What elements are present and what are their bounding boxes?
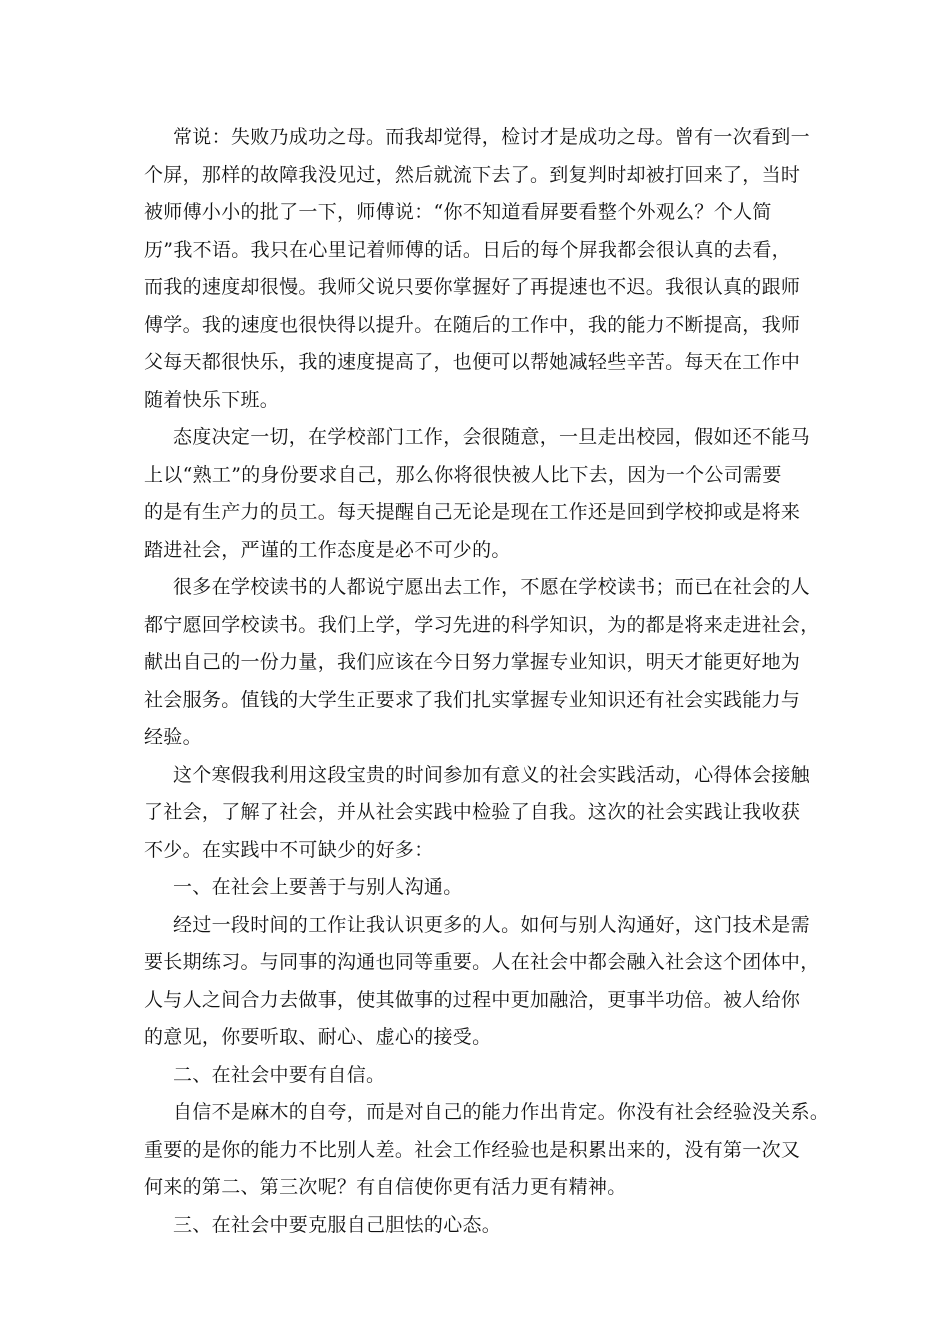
paragraph-school-vs-work xyxy=(144,569,820,757)
text-line: 态度决定一切，在学校部门工作，会很随意，一旦走出校园，假如还不能马 xyxy=(173,426,810,448)
text-line: 的是有生产力的员工。每天提醒自己无论是现在工作还是回到学校抑或是将来 xyxy=(144,501,801,523)
text-line: 很多在学校读书的人都说宁愿出去工作，不愿在学校读书；而已在社会的人 xyxy=(173,576,810,598)
paragraph-confidence xyxy=(144,1094,830,1207)
text-line: 不少。在实践中不可缺少的好多： xyxy=(144,838,434,861)
text-line: 重要的是你的能力不比别人差。社会工作经验也是积累出来的，没有第一次又 xyxy=(144,1138,801,1161)
text-line: 都宁愿回学校读书。我们上学，学习先进的科学知识，为的都是将来走进社会， xyxy=(144,613,820,636)
text-line: 踏进社会，严谨的工作态度是必不可少的。 xyxy=(144,538,511,561)
text-line: 上以“熟工”的身份要求自己，那么你将很快被人比下去，因为一个公司需要 xyxy=(144,463,782,486)
text-line: 经验。 xyxy=(144,726,202,748)
text-line: 这个寒假我利用这段宝贵的时间参加有意义的社会实践活动，心得体会接触 xyxy=(173,763,810,786)
text-line: 随着快乐下班。 xyxy=(144,388,280,411)
text-line: 的意见，你要听取、耐心、虚心的接受。 xyxy=(144,1026,492,1048)
text-line: 三、在社会中要克服自己胆怯的心态。 xyxy=(173,1213,502,1236)
document-body xyxy=(144,119,830,1244)
text-line: 一、在社会上要善于与别人沟通。 xyxy=(173,876,463,898)
text-line: 个屏，那样的故障我没见过，然后就流下去了。到复判时却被打回来了，当时 xyxy=(144,163,801,186)
paragraph-winter-break xyxy=(144,757,814,870)
paragraph-failure-mother xyxy=(144,119,814,419)
paragraph-communication xyxy=(144,907,820,1057)
text-line: 二、在社会中要有自信。 xyxy=(173,1063,386,1086)
section-heading-timidity xyxy=(144,1207,814,1245)
text-line: 被师傅小小的批了一下，师傅说：“你不知道看屏要看整个外观么？个人简 xyxy=(144,201,772,223)
text-line: 自信不是麻木的自夸，而是对自己的能力作出肯定。你没有社会经验没关系。 xyxy=(173,1101,830,1123)
text-line: 献出自己的一份力量，我们应该在今日努力掌握专业知识，明天才能更好地为 xyxy=(144,651,801,673)
text-line: 人与人之间合力去做事，使其做事的过程中更加融洽，更事半功倍。被人给你 xyxy=(144,988,801,1011)
text-line: 常说：失败乃成功之母。而我却觉得，检讨才是成功之母。曾有一次看到一 xyxy=(173,126,810,148)
section-heading-confidence xyxy=(144,1057,814,1095)
text-line: 而我的速度却很慢。我师父说只要你掌握好了再提速也不迟。我很认真的跟师 xyxy=(144,276,801,298)
text-line: 历”我不语。我只在心里记着师傅的话。日后的每个屏我都会很认真的去看， xyxy=(144,238,791,261)
text-line: 要长期练习。与同事的沟通也同等重要。人在社会中都会融入社会这个团体中， xyxy=(144,951,820,973)
paragraph-attitude xyxy=(144,419,814,569)
text-line: 经过一段时间的工作让我认识更多的人。如何与别人沟通好，这门技术是需 xyxy=(173,913,810,936)
text-line: 傅学。我的速度也很快得以提升。在随后的工作中，我的能力不断提高，我师 xyxy=(144,313,801,336)
text-line: 了社会，了解了社会，并从社会实践中检验了自我。这次的社会实践让我收获 xyxy=(144,801,801,823)
text-line: 何来的第二、第三次呢？有自信使你更有活力更有精神。 xyxy=(144,1176,627,1198)
text-line: 社会服务。值钱的大学生正要求了我们扎实掌握专业知识还有社会实践能力与 xyxy=(144,688,801,711)
section-heading-communication xyxy=(144,869,814,907)
text-line: 父每天都很快乐，我的速度提高了，也便可以帮她减轻些辛苦。每天在工作中 xyxy=(144,351,801,373)
